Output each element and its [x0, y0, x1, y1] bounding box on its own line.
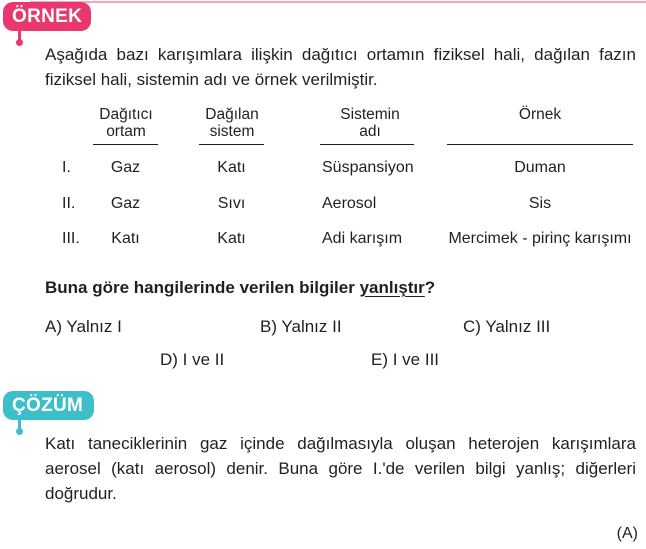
- question-intro: Aşağıda bazı karışımlara ilişkin dağıtıcı ortamın fiziksel hali, dağılan fazın fiziksel hali, sistemin adı ve örnek verilmiştir.: [45, 45, 636, 89]
- solution-badge-dot: [16, 428, 23, 435]
- row-3-roman: III.: [62, 230, 80, 247]
- prompt-emphasis: yanlıştır: [359, 278, 425, 297]
- header-medium: Dağıtıcı ortam: [99, 106, 153, 140]
- header-system: Sistemin adı: [340, 106, 400, 140]
- solution-text: Katı taneciklerinin gaz içinde dağılmasıyla oluşan heterojen karışımlara aerosel (katı aerosol) denir. Buna göre I.'de verilen bilgi yanlış; diğerleri doğrudur.: [45, 434, 636, 503]
- row-1-roman: I.: [62, 159, 71, 176]
- header-medium-rule: [93, 144, 158, 145]
- example-badge: ÖRNEK: [3, 2, 91, 31]
- prompt-prefix: Buna göre hangilerinde verilen bilgiler: [45, 278, 360, 297]
- row-3-system: Adi karışım: [322, 230, 403, 247]
- row-2-roman: II.: [62, 195, 76, 212]
- header-system-rule: [320, 144, 414, 145]
- row-2-medium: Gaz: [110, 195, 141, 212]
- solution-answer: (A): [616, 525, 638, 542]
- option-d[interactable]: D) I ve II: [160, 350, 225, 369]
- prompt-suffix: ?: [424, 278, 436, 297]
- solution-badge: ÇÖZÜM: [3, 391, 94, 420]
- header-example: Örnek: [518, 106, 562, 123]
- row-2-dispersed: Sıvı: [217, 195, 246, 212]
- option-b[interactable]: B) Yalnız II: [260, 317, 342, 336]
- row-1-medium: Gaz: [110, 159, 141, 176]
- option-c[interactable]: C) Yalnız III: [463, 317, 551, 336]
- question-prompt: [45, 277, 435, 299]
- row-3-medium: Katı: [111, 230, 140, 247]
- option-a[interactable]: A) Yalnız I: [45, 317, 122, 336]
- row-2-system: Aerosol: [322, 195, 377, 212]
- row-2-example: Sis: [528, 195, 552, 212]
- header-dispersed: Dağılan sistem: [205, 106, 259, 140]
- example-badge-dot: [16, 39, 23, 46]
- row-3-dispersed: Katı: [217, 230, 246, 247]
- option-e[interactable]: E) I ve III: [371, 350, 440, 369]
- row-1-example: Duman: [514, 159, 566, 176]
- row-1-system: Süspansiyon: [322, 159, 414, 176]
- header-dispersed-rule: [199, 144, 264, 145]
- header-example-rule: [447, 144, 633, 145]
- row-3-example: Mercimek - pirinç karışımı: [448, 230, 632, 247]
- top-rule: [30, 1, 646, 3]
- row-1-dispersed: Katı: [217, 159, 246, 176]
